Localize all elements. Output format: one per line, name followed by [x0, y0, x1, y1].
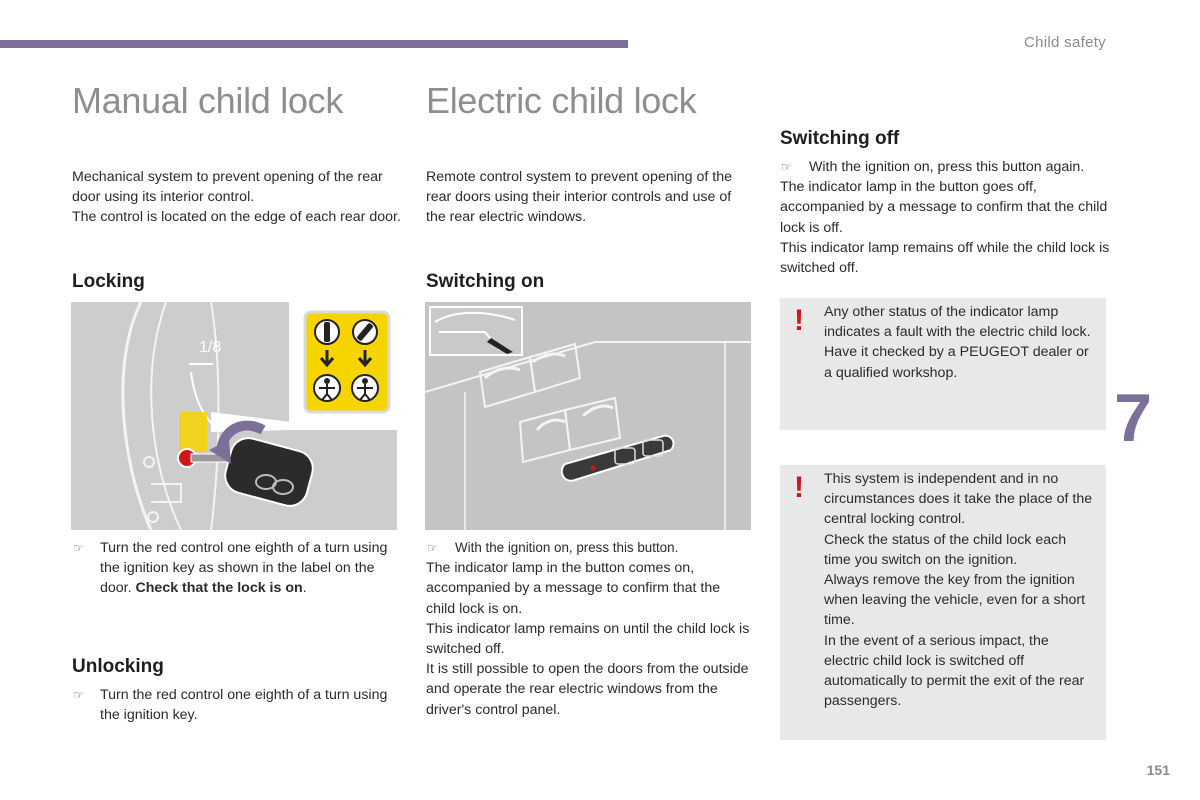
pointing-hand-icon: ☞ — [781, 160, 792, 174]
fraction-label: 1/8 — [199, 339, 222, 356]
switching-off-para: This indicator lamp remains off while the child lock is switched off. — [780, 239, 1110, 277]
warning-para: Have it checked by a PEUGEOT dealer or a qualified workshop. — [824, 344, 1089, 381]
electric-lock-figure — [425, 302, 751, 530]
page-number: 151 — [1146, 762, 1170, 778]
switching-off-heading: Switching off — [780, 128, 900, 149]
locking-bullet-bold: Check that the lock is on — [135, 580, 303, 597]
pointing-hand-icon: ☞ — [73, 541, 84, 555]
locking-heading: Locking — [72, 271, 145, 292]
switching-on-para: It is still possible to open the doors from the outside and operate the rear electric windows from the driver's control panel. — [426, 661, 749, 718]
pointing-hand-icon: ☞ — [73, 688, 84, 702]
switching-on-bullet: With the ignition on, press this button. — [455, 540, 679, 555]
manual-lock-figure — [71, 302, 397, 530]
locking-bullet-text: Turn the red control one eighth of a turn using the ignition key as shown in the label on the door. — [100, 540, 388, 597]
chapter-number: 7 — [1114, 380, 1152, 456]
warning-para: Any other status of the indicator lamp indicates a fault with the electric child lock. — [824, 304, 1091, 341]
warning-para: In the event of a serious impact, the electric child lock is switched off automatically to permit the exit of the rear passengers. — [824, 632, 1085, 710]
electric-intro-text: Remote control system to prevent opening of the rear doors using their interior controls and use of the rear electric windows. — [426, 169, 732, 226]
header-accent-bar — [0, 40, 628, 48]
pointing-hand-icon: ☞ — [427, 541, 438, 555]
manual-intro-line: Mechanical system to prevent opening of the rear door using its interior control. — [72, 169, 383, 206]
locking-bullet-end: . — [302, 580, 307, 597]
warning-para: This system is independent and in no circumstances does it take the place of the central locking control. — [824, 471, 1093, 528]
switching-off-para: The indicator lamp in the button goes off, accompanied by a message to confirm that the child lock is off. — [780, 179, 1108, 236]
manual-lock-title: Manual child lock — [72, 80, 344, 121]
manual-intro-line: The control is located on the edge of each rear door. — [72, 209, 401, 226]
exclamation-icon: ! — [794, 304, 804, 337]
switching-off-bullet: With the ignition on, press this button again. — [809, 159, 1085, 175]
electric-intro — [426, 167, 744, 228]
warning-box-fault — [780, 298, 1106, 430]
switching-on-heading: Switching on — [426, 271, 545, 292]
manual-intro — [72, 167, 402, 228]
warning-para: Always remove the key from the ignition when leaving the vehicle, even for a short time. — [824, 572, 1086, 629]
switching-on-text — [426, 538, 752, 720]
unlocking-heading: Unlocking — [72, 656, 164, 677]
warning-para: Check the status of the child lock each time you switch on the ignition. — [824, 531, 1067, 568]
unlocking-bullet-text: Turn the red control one eighth of a turn using the ignition key. — [100, 687, 388, 724]
switching-on-para: The indicator lamp in the button comes on, accompanied by a message to confirm that the child lock is on. — [426, 560, 721, 617]
switching-on-para: This indicator lamp remains on until the child lock is switched off. — [426, 620, 750, 658]
locking-instruction — [72, 538, 402, 599]
switching-off-text — [780, 157, 1110, 278]
exclamation-icon: ! — [794, 471, 804, 504]
unlocking-instruction — [72, 685, 402, 725]
section-title: Child safety — [1024, 34, 1106, 51]
electric-lock-title: Electric child lock — [426, 80, 697, 121]
warning-box-independent — [780, 465, 1106, 740]
